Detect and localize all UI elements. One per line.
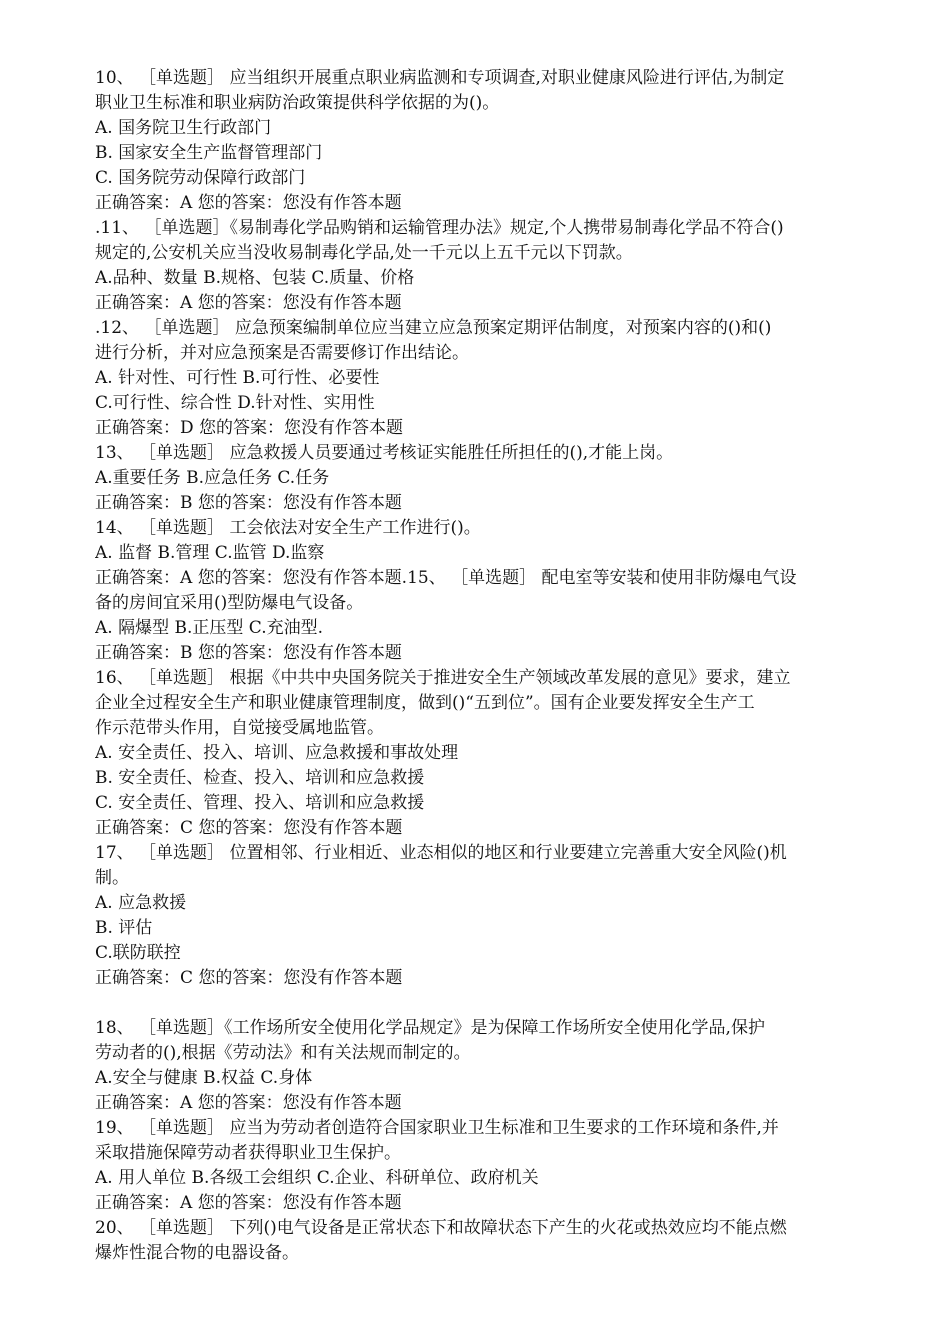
question-line: 企业全过程安全生产和职业健康管理制度，做到()“五到位”。国有企业要发挥安全生产工 [95,693,755,713]
question-line: 19、 ［单选题］ 应当为劳动者创造符合国家职业卫生标准和卫生要求的工作环境和条件,并 [95,1118,779,1138]
question-line: 17、 ［单选题］ 位置相邻、行业相近、业态相似的地区和行业要建立完善重大安全风险()机 [95,843,787,863]
question-line: 劳动者的(),根据《劳动法》和有关法规而制定的。 [95,1043,471,1063]
option-line: C. 国务院劳动保障行政部门 [95,168,306,188]
option-line: A. 隔爆型 B.正压型 C.充油型. [95,618,323,638]
answer-line: 正确答案：A 您的答案：您没有作答本题 [95,1093,402,1113]
answer-line: 正确答案：D 您的答案：您没有作答本题 [95,418,404,438]
option-line: A.重要任务 B.应急任务 C.任务 [95,468,330,488]
question-line: 制。 [95,868,129,888]
question-line: 规定的,公安机关应当没收易制毒化学品,处一千元以上五千元以下罚款。 [95,243,633,263]
option-line: A.安全与健康 B.权益 C.身体 [95,1068,313,1088]
option-line: C.可行性、综合性 D.针对性、实用性 [95,393,375,413]
option-line: A. 安全责任、投入、培训、应急救援和事故处理 [95,743,459,763]
question-line: .12、 ［单选题］ 应急预案编制单位应当建立应急预案定期评估制度，对预案内容的()和() [95,318,772,338]
question-line: 10、 ［单选题］ 应当组织开展重点职业病监测和专项调查,对职业健康风险进行评估,为制定 [95,68,785,88]
option-line: A. 用人单位 B.各级工会组织 C.企业、科研单位、政府机关 [95,1168,539,1188]
question-line: 作示范带头作用，自觉接受属地监管。 [95,718,384,738]
option-line: A. 国务院卫生行政部门 [95,118,272,138]
option-line: A. 针对性、可行性 B.可行性、必要性 [95,368,380,388]
question-line: .11、 ［单选题］《易制毒化学品购销和运输管理办法》规定,个人携带易制毒化学品不符合() [95,218,784,238]
answer-line: 正确答案：A 您的答案：您没有作答本题 [95,1193,402,1213]
question-line: 备的房间宜采用()型防爆电气设备。 [95,593,364,613]
question-line: 16、 ［单选题］ 根据《中共中央国务院关于推进安全生产领域改革发展的意见》要求，建立 [95,668,791,688]
question-line: 职业卫生标准和职业病防治政策提供科学依据的为()。 [95,93,500,113]
question-line: 爆炸性混合物的电器设备。 [95,1243,299,1263]
option-line: A. 应急救援 [95,893,187,913]
question-line: 13、 ［单选题］ 应急救援人员要通过考核证实能胜任所担任的(),才能上岗。 [95,443,674,463]
option-line: C.联防联控 [95,943,181,963]
option-line: A. 监督 B.管理 C.监管 D.监察 [95,543,325,563]
option-line: C. 安全责任、管理、投入、培训和应急救援 [95,793,425,813]
option-line: B. 评估 [95,918,153,938]
question-line: 14、 ［单选题］ 工会依法对安全生产工作进行()。 [95,518,481,538]
question-line: 18、 ［单选题］《工作场所安全使用化学品规定》是为保障工作场所安全使用化学品,保护 [95,1018,765,1038]
answer-line: 正确答案：C 您的答案：您没有作答本题 [95,818,403,838]
question-line: 采取措施保障劳动者获得职业卫生保护。 [95,1143,401,1163]
option-line: B. 安全责任、检查、投入、培训和应急救援 [95,768,425,788]
question-line: 进行分析，并对应急预案是否需要修订作出结论。 [95,343,469,363]
answer-line: 正确答案：A 您的答案：您没有作答本题.15、 ［单选题］ 配电室等安装和使用非防爆电气设 [95,568,797,588]
answer-line: 正确答案：A 您的答案：您没有作答本题 [95,293,402,313]
answer-line: 正确答案：B 您的答案：您没有作答本题 [95,493,402,513]
question-line: 20、 ［单选题］ 下列()电气设备是正常状态下和故障状态下产生的火花或热效应均不能点燃 [95,1218,787,1238]
document-page [95,66,870,1266]
answer-line: 正确答案：A 您的答案：您没有作答本题 [95,193,402,213]
option-line: A.品种、数量 B.规格、包装 C.质量、价格 [95,268,415,288]
option-line: B. 国家安全生产监督管理部门 [95,143,323,163]
blank-line [95,991,870,1016]
answer-line: 正确答案：B 您的答案：您没有作答本题 [95,643,402,663]
answer-line: 正确答案：C 您的答案：您没有作答本题 [95,968,403,988]
